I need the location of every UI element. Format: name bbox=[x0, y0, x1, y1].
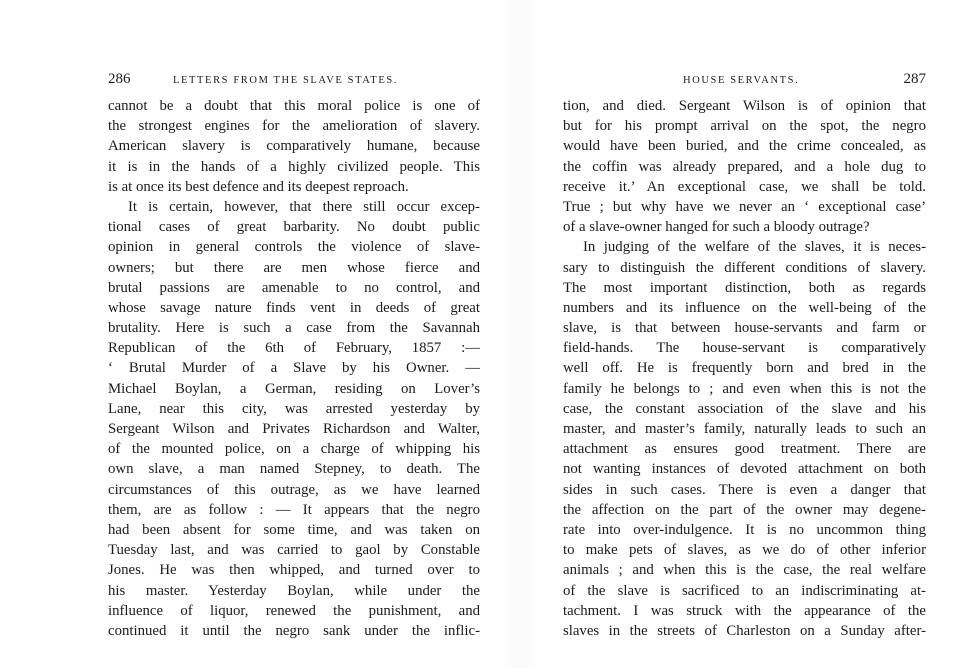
text-line: Republican of the 6th of February, 1857 :— bbox=[108, 340, 480, 357]
text-line: American slavery is comparatively humane, because bbox=[108, 138, 480, 155]
text-line: whose savage nature finds vent in deeds of great bbox=[108, 299, 480, 316]
text-line: ‘ Brutal Murder of a Slave by his Owner. — bbox=[108, 360, 480, 377]
text-line: it is in the hands of a highly civilized people. This bbox=[108, 158, 480, 175]
text-line: It is certain, however, that there still occur excep- bbox=[128, 198, 480, 215]
text-line: Tuesday last, and was carried to gaol by Constable bbox=[108, 542, 480, 559]
text-line: of the mounted police, on a charge of whipping his bbox=[108, 441, 480, 458]
text-line: numbers and its influence on the well-being of the bbox=[563, 299, 926, 316]
left-page-number: 286 bbox=[108, 71, 131, 87]
text-line: the affection on the part of the owner may degene- bbox=[563, 501, 926, 518]
text-line: Sergeant Wilson and Privates Richardson and Walter, bbox=[108, 421, 480, 437]
text-line: Jones. He was then whipped, and turned over to bbox=[108, 562, 480, 579]
right-page-header bbox=[563, 70, 926, 88]
text-line: rate into over-indulgence. It is no uncommon thing bbox=[563, 521, 926, 538]
text-line: is at once its best defence and its deepest reproach. bbox=[108, 178, 409, 195]
left-running-head: LETTERS FROM THE SLAVE STATES. bbox=[173, 75, 398, 86]
text-line: them, are as follow : — It appears that the negro bbox=[108, 501, 480, 518]
text-line: In judging of the welfare of the slaves, it is neces- bbox=[583, 239, 926, 256]
text-line: to make pets of slaves, as we do of other inferior bbox=[563, 542, 926, 559]
text-line: attachment as ensures good treatment. There are bbox=[563, 441, 926, 458]
text-line: slaves in the streets of Charleston on a Sunday after- bbox=[563, 622, 926, 639]
text-line: the strongest engines for the amelioration of slavery. bbox=[108, 118, 480, 135]
text-line: brutality. Here is such a case from the Savannah bbox=[108, 320, 480, 337]
text-line: opinion in general controls the violence of slave- bbox=[108, 239, 480, 256]
text-line: the coffin was already prepared, and a hole dug to bbox=[563, 158, 926, 175]
text-line: Lane, near this city, was arrested yesterday by bbox=[108, 400, 480, 417]
gutter-shadow bbox=[500, 0, 540, 668]
right-running-head: HOUSE SERVANTS. bbox=[683, 75, 800, 86]
text-line: owners; but there are men whose fierce and bbox=[108, 259, 480, 276]
text-line: not wanting instances of devoted attachment on both bbox=[563, 461, 926, 478]
text-line: but for his prompt arrival on the spot, the negro bbox=[563, 118, 926, 135]
text-line: own slave, a man named Stepney, to death. The bbox=[108, 461, 480, 478]
text-line: well off. He is frequently born and bred in the bbox=[563, 360, 926, 377]
text-line: would have been buried, and the crime concealed, as bbox=[563, 138, 926, 155]
left-page-header bbox=[108, 70, 480, 88]
text-line: family he belongs to ; and even when this is not the bbox=[563, 380, 926, 397]
left-page-text bbox=[108, 96, 480, 641]
right-page-text bbox=[563, 96, 926, 641]
text-line: tion, and died. Sergeant Wilson is of opinion that bbox=[563, 98, 926, 114]
text-line: field-hands. The house-servant is comparatively bbox=[563, 340, 926, 357]
text-line: animals ; and when this is the case, the real welfare bbox=[563, 562, 926, 579]
text-line: sary to distinguish the different conditions of slavery. bbox=[563, 259, 926, 276]
text-line: cannot be a doubt that this moral police is one of bbox=[108, 98, 480, 114]
text-line: influence of liquor, renewed the punishment, and bbox=[108, 602, 480, 619]
right-page-number: 287 bbox=[903, 71, 926, 87]
text-line: continued it until the negro sank under the inflic- bbox=[108, 622, 480, 639]
text-line: had been absent for some time, and was taken on bbox=[108, 521, 480, 538]
text-line: brutal passions are amenable to no control, and bbox=[108, 279, 480, 296]
text-line: True ; but why have we never an ‘ exceptional case’ bbox=[563, 198, 926, 215]
text-line: case, the constant association of the slave and his bbox=[563, 400, 926, 417]
text-line: of the slave is sacrificed to an indiscriminating at- bbox=[563, 582, 926, 599]
text-line: slave, is that between house-servants and farm or bbox=[563, 320, 926, 337]
text-line: his master. Yesterday Boylan, while under the bbox=[108, 582, 480, 599]
text-line: receive it.’ An exceptional case, we shall be told. bbox=[563, 178, 926, 195]
text-line: sides in such cases. There is even a danger that bbox=[563, 481, 926, 498]
text-line: tachment. I was struck with the appearance of the bbox=[563, 602, 926, 619]
text-line: master, and master’s family, naturally leads to such an bbox=[563, 421, 926, 437]
text-line: Michael Boylan, a German, residing on Lover’s bbox=[108, 380, 480, 397]
text-line: of a slave-owner hanged for such a bloody outrage? bbox=[563, 219, 870, 236]
text-line: tional cases of great barbarity. No doubt public bbox=[108, 219, 480, 236]
text-line: circumstances of this outrage, as we have learned bbox=[108, 481, 480, 498]
text-line: The most important distinction, both as regards bbox=[563, 279, 926, 296]
